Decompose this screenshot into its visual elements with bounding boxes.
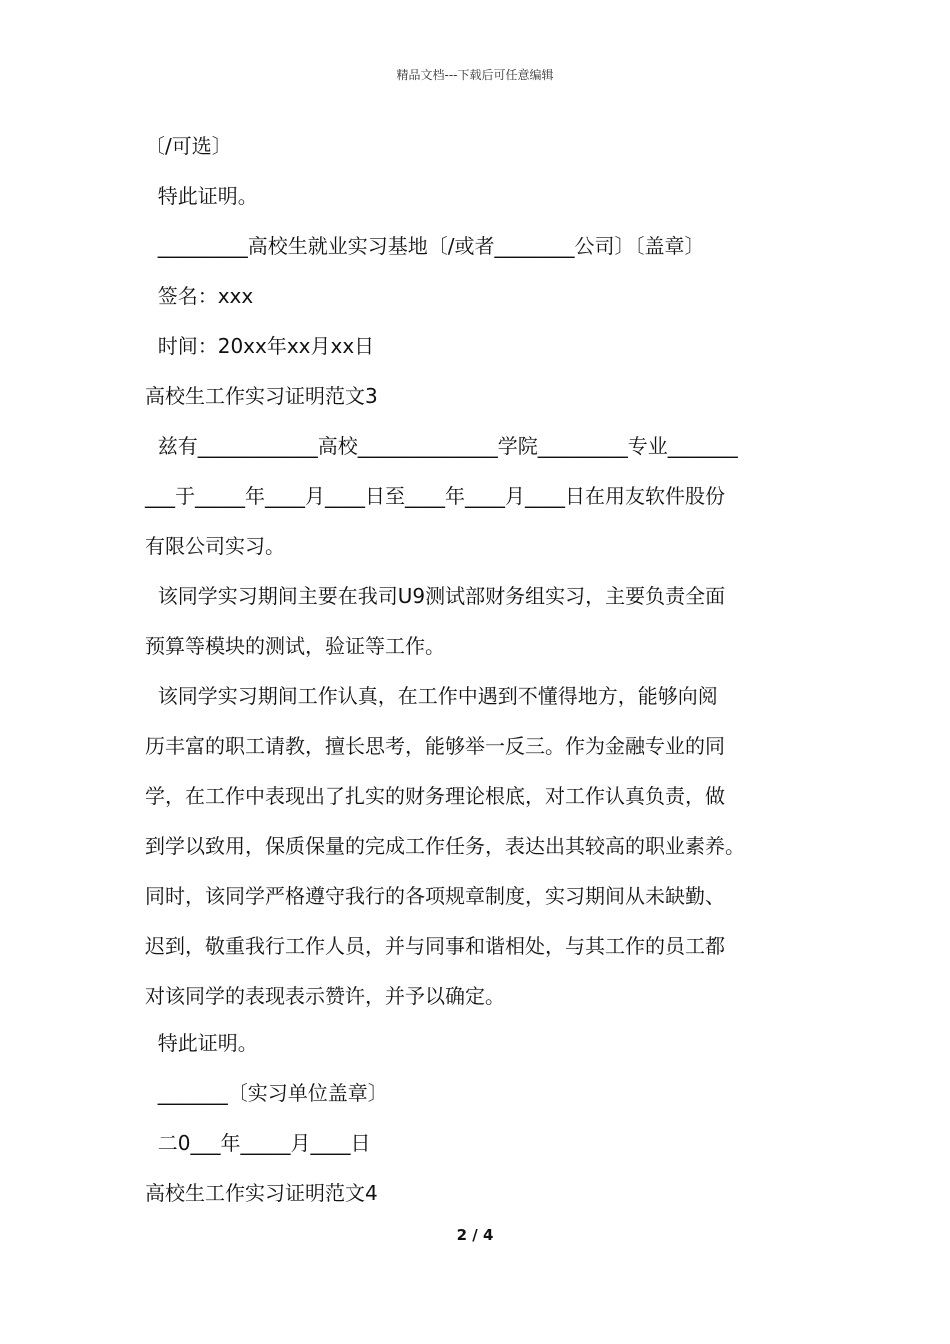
body-line: 对该同学的表现表示赞许，并予以确定。 xyxy=(145,984,505,1008)
page-header: 精品文档---下载后可任意编辑 xyxy=(396,68,554,82)
body-line: 特此证明。 xyxy=(145,1031,258,1055)
body-line: 〔/可选〕 xyxy=(145,134,232,158)
body-line: 该同学实习期间主要在我司U9测试部财务组实习，主要负责全面 xyxy=(145,584,726,608)
body-line: 有限公司实习。 xyxy=(145,534,285,558)
body-line: 该同学实习期间工作认真，在工作中遇到不懂得地方，能够向阅 xyxy=(145,684,718,708)
body-line: _______〔实习单位盖章〕 xyxy=(145,1081,388,1105)
body-line: _________高校生就业实习基地〔/或者________公司〕〔盖章〕 xyxy=(145,234,705,258)
body-line: 二0___年_____月____日 xyxy=(145,1131,371,1155)
body-line: 特此证明。 xyxy=(145,184,258,208)
body-line: 时间：20xx年xx月xx日 xyxy=(145,334,375,358)
body-line: 到学以致用，保质保量的完成工作任务，表达出其较高的职业素养。 xyxy=(145,834,745,858)
body-line: 学，在工作中表现出了扎实的财务理论根底，对工作认真负责，做 xyxy=(145,784,725,808)
body-line: 历丰富的职工请教，擅长思考，能够举一反三。作为金融专业的同 xyxy=(145,734,725,758)
body-line: 预算等模块的测试，验证等工作。 xyxy=(145,634,445,658)
body-line: 同时，该同学严格遵守我行的各项规章制度，实习期间从未缺勤、 xyxy=(145,884,725,908)
section-heading: 高校生工作实习证明范文3 xyxy=(145,384,378,408)
page-number: 2 / 4 xyxy=(456,1226,494,1244)
body-line: 签名：xxx xyxy=(145,284,254,308)
section-heading: 高校生工作实习证明范文4 xyxy=(145,1181,378,1205)
body-line: ___于_____年____月____日至____年____月____日在用友软件股份 xyxy=(145,484,725,508)
body-line: 迟到，敬重我行工作人员，并与同事和谐相处，与其工作的员工都 xyxy=(145,934,725,958)
body-line: 兹有____________高校______________学院_________专业_______ xyxy=(145,434,738,458)
